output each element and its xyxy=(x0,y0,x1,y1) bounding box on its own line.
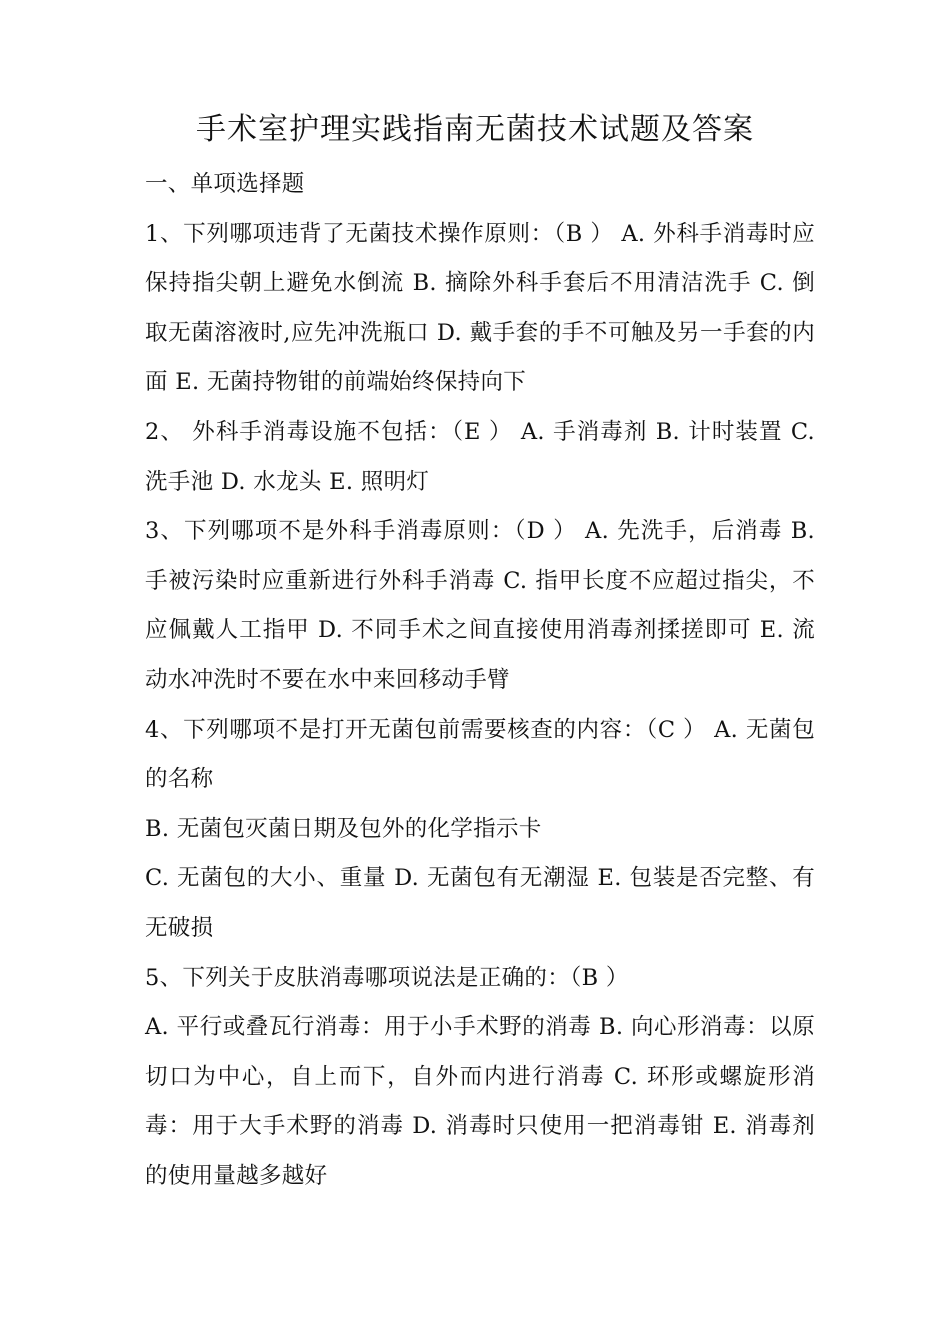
section-heading: 一、单项选择题 xyxy=(145,171,305,197)
question-4-paragraph: 4、下列哪项不是打开无菌包前需要核查的内容：（C ） A. 无菌包的名称 xyxy=(145,716,815,793)
question-3-paragraph: 3、下列哪项不是外科手消毒原则：（D ） A. 先洗手，后消毒 B. 手被污染时应重新进行外科手消毒 C. 指甲长度不应超过指尖，不应佩戴人工指甲 D. 不同手术之间直接使用消毒剂揉搓即可 E. 流动水冲洗时不要在水中来回移动手臂 xyxy=(145,518,815,693)
question-5-paragraph: 5、下列关于皮肤消毒哪项说法是正确的：（B ） xyxy=(145,964,629,991)
question-5-options: A. 平行或叠瓦行消毒：用于小手术野的消毒 B. 向心形消毒：以原切口为中心，自上而下，自外而内进行消毒 C. 环形或螺旋形消毒：用于大手术野的消毒 D. 消毒时只使用一把消毒钳 E. 消毒剂的使用量越多越好 xyxy=(145,1014,815,1189)
question-2-paragraph: 2、 外科手消毒设施不包括：（E ） A. 手消毒剂 B. 计时装置 C. 洗手池 D. 水龙头 E. 照明灯 xyxy=(145,418,815,495)
question-4-option-b: B. 无菌包灭菌日期及包外的化学指示卡 xyxy=(145,815,542,842)
question-4-options-c-e: C. 无菌包的大小、重量 D. 无菌包有无潮湿 E. 包装是否完整、有无破损 xyxy=(145,865,815,941)
document-title: 手术室护理实践指南无菌技术试题及答案 xyxy=(196,112,754,147)
question-1-paragraph: 1、下列哪项违背了无菌技术操作原则：（B ） A. 外科手消毒时应保持指尖朝上避免水倒流 B. 摘除外科手套后不用清洁洗手 C. 倒取无菌溶液时,应先冲洗瓶口 D. 戴手套的手不可触及另一手套的内面 E. 无菌持物钳的前端始终保持向下 xyxy=(145,220,815,396)
document-body xyxy=(145,160,815,1201)
